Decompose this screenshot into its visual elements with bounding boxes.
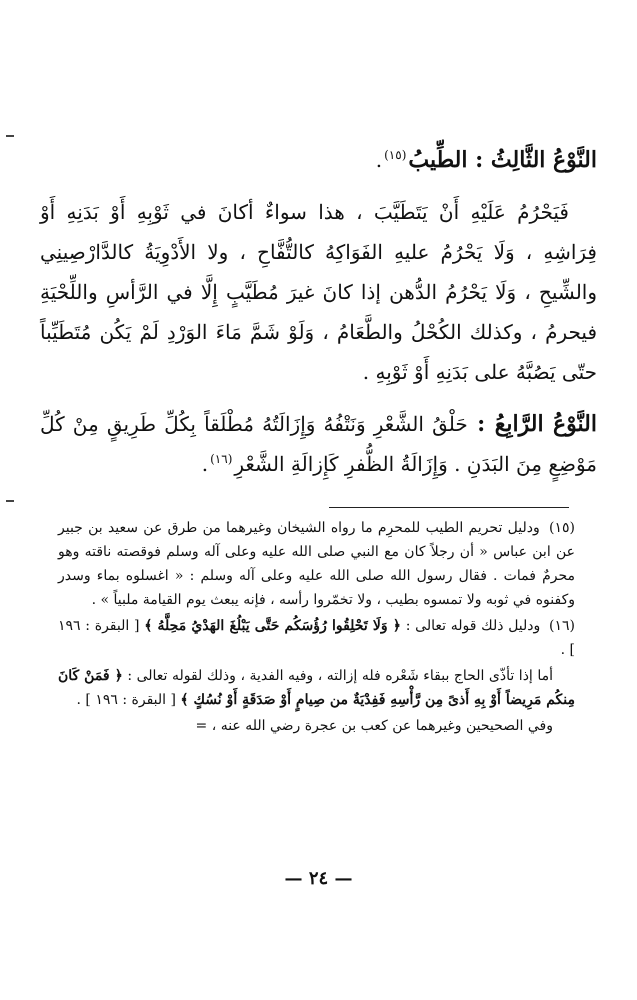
page-number: — ٢٤ — [284,868,353,889]
margin-mark [6,500,14,502]
footnote-15-number: (١٥) [549,520,576,536]
footnote-separator [329,507,569,508]
quran-verse: ﴿ وَلَا تَحْلِقُوا رُؤُسَكُم حَتَّى يَبْلُغَ الهَدْيُ مَحِلَّهُ ﴾ [144,618,401,634]
section-4-end: . [201,452,209,476]
margin-mark [6,135,14,137]
quran-verse: ﴿ فَمَنْ كَانَ مِنكُم مَرِيضاً أَوْ بِهِ أَذىً مِن رَّأْسِهِ فَفِدْيَةٌ من صِيامٍ أَوْ صَدَقَةٍ أَوْ نُسُكٍ ﴾ [58,668,575,708]
footnote-ref-15: (١٥) [384,148,407,163]
section-3-heading: النَّوْعُ الثَّالِثُ : الطِّيبُ [408,147,597,173]
verse-reference: [ البقرة : ١٩٦ ] . [76,692,176,708]
section-3: النَّوْعُ الثَّالِثُ : الطِّيبُ$^{(١٥)}$. [375,147,597,173]
footnote-15 [58,516,575,612]
verse-reference: [ البقرة : ١٩٦ ] . [58,618,575,658]
section-4-heading: النَّوْعُ الرَّابِعُ : [467,411,597,437]
footnote-16-continuation [58,664,575,712]
section-4 [40,404,597,484]
footnotes [58,516,575,740]
footnote-15-text: ودليل تحريم الطيب للمحرِم ما رواه الشيخان وغيرهما من طرق عن سعيد بن جبير عن ابن عباس « أن رجلاً كان مع النبي صلى الله عليه وعلى آله وسلم فوقصته ناقته وهو محرمٌ فمات . فقال رسول الله صلى الله عليه وعلى آله وسلم : « اغسلوه بماء وسدر وكفنوه في ثوبه ولا تمسوه بطيب ، ولا تخمّروا رأسه ، فإنه يبعث يوم القيامة ملبياً » . [58,520,575,608]
footnote-16-p2-intro: أما إذا تأذّى الحاج ببقاء شَعْره فله إزالته ، وفيه الفدية ، وذلك لقوله تعالى : [127,668,554,684]
footnote-16-number: (١٦) [549,618,575,634]
footnote-16-continued: وفي الصحيحين وغيرهما عن كعب بن عجرة رضي الله عنه ، = [195,718,553,734]
footnote-16 [58,614,575,662]
section-3-body: فَيَحْرُمُ عَلَيْهِ أَنْ يَتَطَيَّبَ ، هذا سواءٌ أكانَ في ثَوْبِهِ أَوْ بَدَنِهِ أَوْ فِرَاشِهِ ، وَلَا يَحْرُمُ عليهِ الفَوَاكِهُ كالتُّفَّاحِ ، ولا الأَدْوِيَةُ كالدَّارْصِينِي والشِّيحِ ، وَلَا يَحْرُمُ الدُّهن إذا كانَ غيرَ مُطَيَّبٍ إِلَّا في الرَّأسِ واللِّحْيَةِ فيحرمُ ، وكذلك الكُحْلُ والطَّعَامُ ، وَلَوْ شَمَّ مَاءَ الوَرْدِ لَمْ يَكُن مُتَطَيِّباً حتّى يَصُبَّهُ على بَدَنِهِ أَوْ ثَوْبِهِ . [40,200,597,384]
section-4-body: حَلْقُ الشَّعْرِ وَنَتْفُهُ وَإِزَالَتُهُ مُطْلَقاً بِكُلِّ طَرِيقٍ مِنْ كُلِّ مَوْضِعٍ مِنَ البَدَنِ . وَإِزَالَةُ الظُّفرِ كَإِزالَةِ الشَّعْرِ [40,412,597,476]
footnote-ref-16: (١٦) [210,452,233,467]
main-text [40,140,597,496]
footnote-16-intro: ودليل ذلك قوله تعالى : [405,618,541,634]
